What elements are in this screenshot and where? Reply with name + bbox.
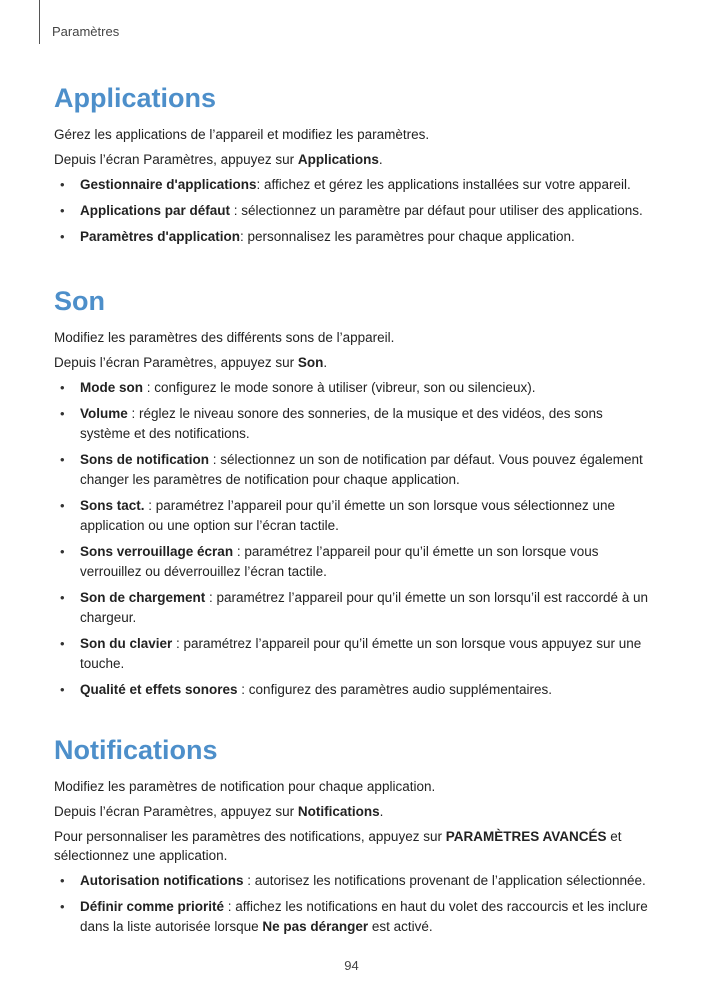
- list-item: [54, 450, 654, 490]
- bullet-icon: •: [60, 873, 65, 888]
- list-item-term: Autorisation notifications: [80, 873, 244, 888]
- applications-path-prefix: Depuis l’écran Paramètres, appuyez sur: [54, 152, 298, 167]
- list-item-desc: : paramétrez l’appareil pour qu’il émette un son lorsque vous verrouillez ou déverrouillez l’écran tactile.: [80, 544, 599, 579]
- list-item-desc-end: est activé.: [368, 919, 433, 934]
- list-item-term: Qualité et effets sonores: [80, 682, 238, 697]
- list-item-term: Sons de notification: [80, 452, 210, 467]
- list-item-desc: : autorisez les notifications provenant de l’application sélectionnée.: [243, 873, 646, 888]
- bullet-icon: •: [60, 544, 65, 559]
- list-item: [54, 542, 654, 582]
- bullet-icon: •: [60, 498, 65, 513]
- son-path: [54, 353, 654, 372]
- applications-list: [54, 175, 654, 247]
- bullet-icon: •: [60, 203, 65, 218]
- bullet-icon: •: [60, 406, 65, 421]
- son-path-prefix: Depuis l’écran Paramètres, appuyez sur: [54, 355, 298, 370]
- list-item-term: Son du clavier: [80, 636, 173, 651]
- applications-title: Applications: [54, 83, 217, 113]
- list-item-term: Paramètres d'application: [80, 229, 241, 244]
- list-item-desc: : affichez les notifications en haut du volet des raccourcis et les inclure dans la liste autorisée lorsque: [80, 899, 648, 934]
- bullet-icon: •: [60, 229, 65, 244]
- notifications-advanced: [54, 827, 654, 865]
- son-path-suffix: .: [323, 355, 328, 370]
- bullet-icon: •: [60, 682, 65, 697]
- list-item-term: Sons tact.: [80, 498, 145, 513]
- applications-path-suffix: .: [378, 152, 383, 167]
- list-item: [54, 201, 654, 221]
- notifications-advanced-target: PARAMÈTRES AVANCÉS: [445, 829, 607, 844]
- list-item-desc: : paramétrez l’appareil pour qu’il émette un son lorsque vous sélectionnez une application ou une option sur l’écran tactile.: [80, 498, 616, 533]
- notifications-list: [54, 871, 654, 937]
- list-item-term: Sons verrouillage écran: [80, 544, 234, 559]
- notifications-path-prefix: Depuis l’écran Paramètres, appuyez sur: [54, 804, 298, 819]
- list-item: [54, 404, 654, 444]
- applications-intro: Gérez les applications de l’appareil et modifiez les paramètres.: [54, 127, 430, 142]
- list-item: [54, 634, 654, 674]
- list-item-desc: : affichez et gérez les applications installées sur votre appareil.: [256, 177, 631, 192]
- list-item: [54, 680, 654, 700]
- list-item-desc: : personnalisez les paramètres pour chaque application.: [240, 229, 575, 244]
- list-item-emphasis: Ne pas déranger: [262, 919, 369, 934]
- list-item-term: Mode son: [80, 380, 143, 395]
- list-item-desc: : réglez le niveau sonore des sonneries, de la musique et des vidéos, des sons système et des notifications.: [80, 406, 603, 441]
- list-item-desc: : configurez des paramètres audio supplémentaires.: [237, 682, 552, 697]
- list-item-desc: : sélectionnez un son de notification par défaut. Vous pouvez également changer les paramètres de notification pour chaque application.: [80, 452, 643, 487]
- list-item-desc: : sélectionnez un paramètre par défaut pour utiliser des applications.: [230, 203, 643, 218]
- list-item-term: Définir comme priorité: [80, 899, 225, 914]
- applications-section: [54, 80, 654, 253]
- list-item-desc: : paramétrez l’appareil pour qu’il émette un son lorsque vous appuyez sur une touche.: [80, 636, 642, 671]
- son-list: [54, 378, 654, 700]
- list-item: [54, 588, 654, 628]
- applications-path-target: Applications: [297, 152, 379, 167]
- list-item: [54, 496, 654, 536]
- page-number: 94: [344, 958, 359, 973]
- notifications-advanced-prefix: Pour personnaliser les paramètres des notifications, appuyez sur: [54, 829, 446, 844]
- list-item: [54, 897, 654, 937]
- notifications-title: Notifications: [54, 735, 218, 765]
- list-item-term: Gestionnaire d'applications: [80, 177, 257, 192]
- son-intro: Modifiez les paramètres des différents sons de l’appareil.: [54, 330, 395, 345]
- bullet-icon: •: [60, 590, 65, 605]
- notifications-section: [54, 732, 654, 943]
- bullet-icon: •: [60, 380, 65, 395]
- list-item-desc: : configurez le mode sonore à utiliser (vibreur, son ou silencieux).: [143, 380, 536, 395]
- notifications-advanced-suffix: et sélectionnez une application.: [54, 829, 622, 863]
- list-item: [54, 871, 654, 891]
- list-item-term: Volume: [80, 406, 128, 421]
- son-title: Son: [54, 286, 105, 316]
- notifications-intro: Modifiez les paramètres de notification pour chaque application.: [54, 779, 436, 794]
- header-label: Paramètres: [52, 24, 120, 39]
- bullet-icon: •: [60, 177, 65, 192]
- list-item: [54, 175, 654, 195]
- list-item: [54, 227, 654, 247]
- list-item-term: Son de chargement: [80, 590, 206, 605]
- son-section: [54, 283, 654, 706]
- bullet-icon: •: [60, 636, 65, 651]
- son-path-target: Son: [297, 355, 324, 370]
- notifications-path-target: Notifications: [297, 804, 380, 819]
- bullet-icon: •: [60, 452, 65, 467]
- list-item-term: Applications par défaut: [80, 203, 231, 218]
- list-item: [54, 378, 654, 398]
- bullet-icon: •: [60, 899, 65, 914]
- notifications-path-suffix: .: [379, 804, 384, 819]
- header-divider: [39, 0, 40, 44]
- applications-path: [54, 150, 654, 169]
- notifications-path: [54, 802, 654, 821]
- list-item-desc: : paramétrez l’appareil pour qu’il émette un son lorsqu’il est raccordé à un chargeur.: [80, 590, 649, 625]
